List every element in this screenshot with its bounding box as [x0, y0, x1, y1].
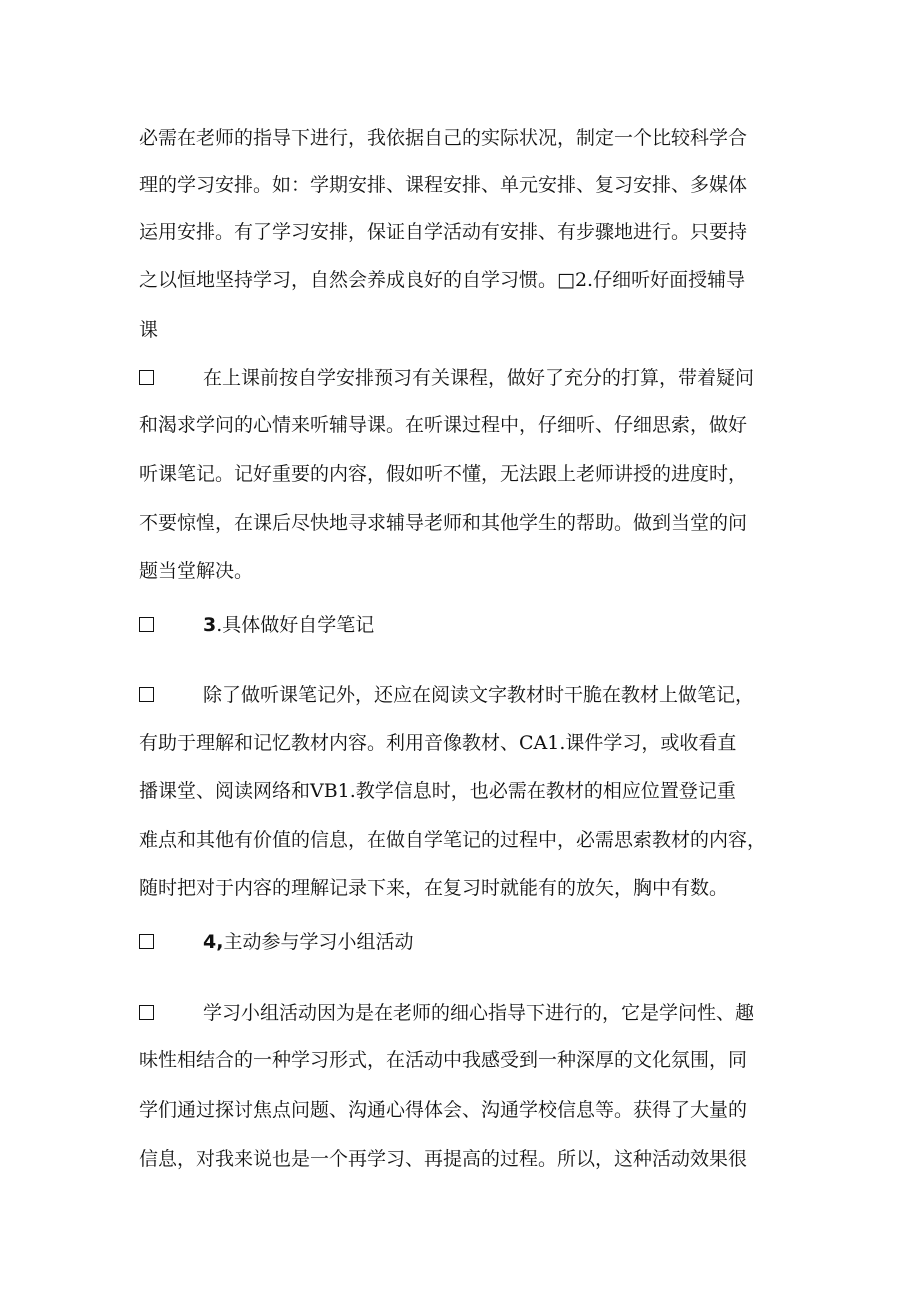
heading-4-text: 主动参与学习小组活动: [223, 931, 414, 953]
paragraph-1-line-3: 运用安排。有了学习安排，保证自学活动有安排、有步骤地进行。只要持: [139, 221, 748, 243]
checkbox-glyph: [139, 370, 154, 385]
paragraph-4-line-1: 学习小组活动因为是在老师的细心指导下进行的，它是学问性、趣: [203, 1002, 755, 1024]
heading-3-text: .具体做好自学笔记: [216, 614, 375, 636]
paragraph-2-line-5: 题当堂解决。: [139, 560, 254, 582]
checkbox-glyph: [139, 617, 154, 632]
paragraph-1-line-1: 必需在老师的指导下进行，我依据自己的实际状况，制定一个比较科学合: [139, 127, 748, 149]
paragraph-2-line-3: 听课笔记。记好重要的内容，假如听不懂，无法跟上老师讲授的进度时，: [139, 463, 748, 485]
paragraph-4-line-2: 味性相结合的一种学习形式，在活动中我感受到一种深厚的文化氛围，同: [139, 1049, 748, 1071]
checkbox-glyph: [139, 1005, 154, 1020]
paragraph-3-line-2: 有助于理解和记忆教材内容。利用音像教材、CA1.课件学习，或收看直: [139, 732, 737, 754]
paragraph-3-line-1: 除了做听课笔记外，还应在阅读文字教材时干脆在教材上做笔记，: [203, 684, 755, 706]
heading-4-number: 4,: [203, 931, 224, 953]
paragraph-3-line-3: 播课堂、阅读网络和VB1.教学信息时，也必需在教材的相应位置登记重: [139, 780, 736, 802]
paragraph-1-line-5: 课: [139, 319, 159, 341]
heading-3: [203, 613, 374, 637]
paragraph-4-line-4: 信息，对我来说也是一个再学习、再提高的过程。所以，这种活动效果很: [139, 1148, 748, 1170]
paragraph-1-line-4: 之以恒地坚持学习，自然会养成良好的自学习惯。□2.仔细听好面授辅导: [139, 269, 746, 291]
heading-4: [203, 930, 413, 954]
paragraph-2-line-1: 在上课前按自学安排预习有关课程，做好了充分的打算，带着疑问: [203, 367, 755, 389]
checkbox-glyph: [139, 687, 154, 702]
paragraph-3-line-4: 难点和其他有价值的信息，在做自学笔记的过程中，必需思索教材的内容，: [139, 829, 767, 851]
checkbox-glyph: [139, 934, 154, 949]
paragraph-2-line-4: 不要惊惶，在课后尽快地寻求辅导老师和其他学生的帮助。做到当堂的问: [139, 512, 748, 534]
paragraph-1-line-2: 理的学习安排。如：学期安排、课程安排、单元安排、复习安排、多媒体: [139, 174, 748, 196]
paragraph-3-line-5: 随时把对于内容的理解记录下来，在复习时就能有的放矢，胸中有数。: [139, 877, 729, 899]
paragraph-4-line-3: 学们通过探讨焦点问题、沟通心得体会、沟通学校信息等。获得了大量的: [139, 1099, 748, 1121]
heading-3-number: 3: [203, 614, 217, 636]
paragraph-2-line-2: 和渴求学问的心情来听辅导课。在听课过程中，仔细听、仔细思索，做好: [139, 414, 748, 436]
